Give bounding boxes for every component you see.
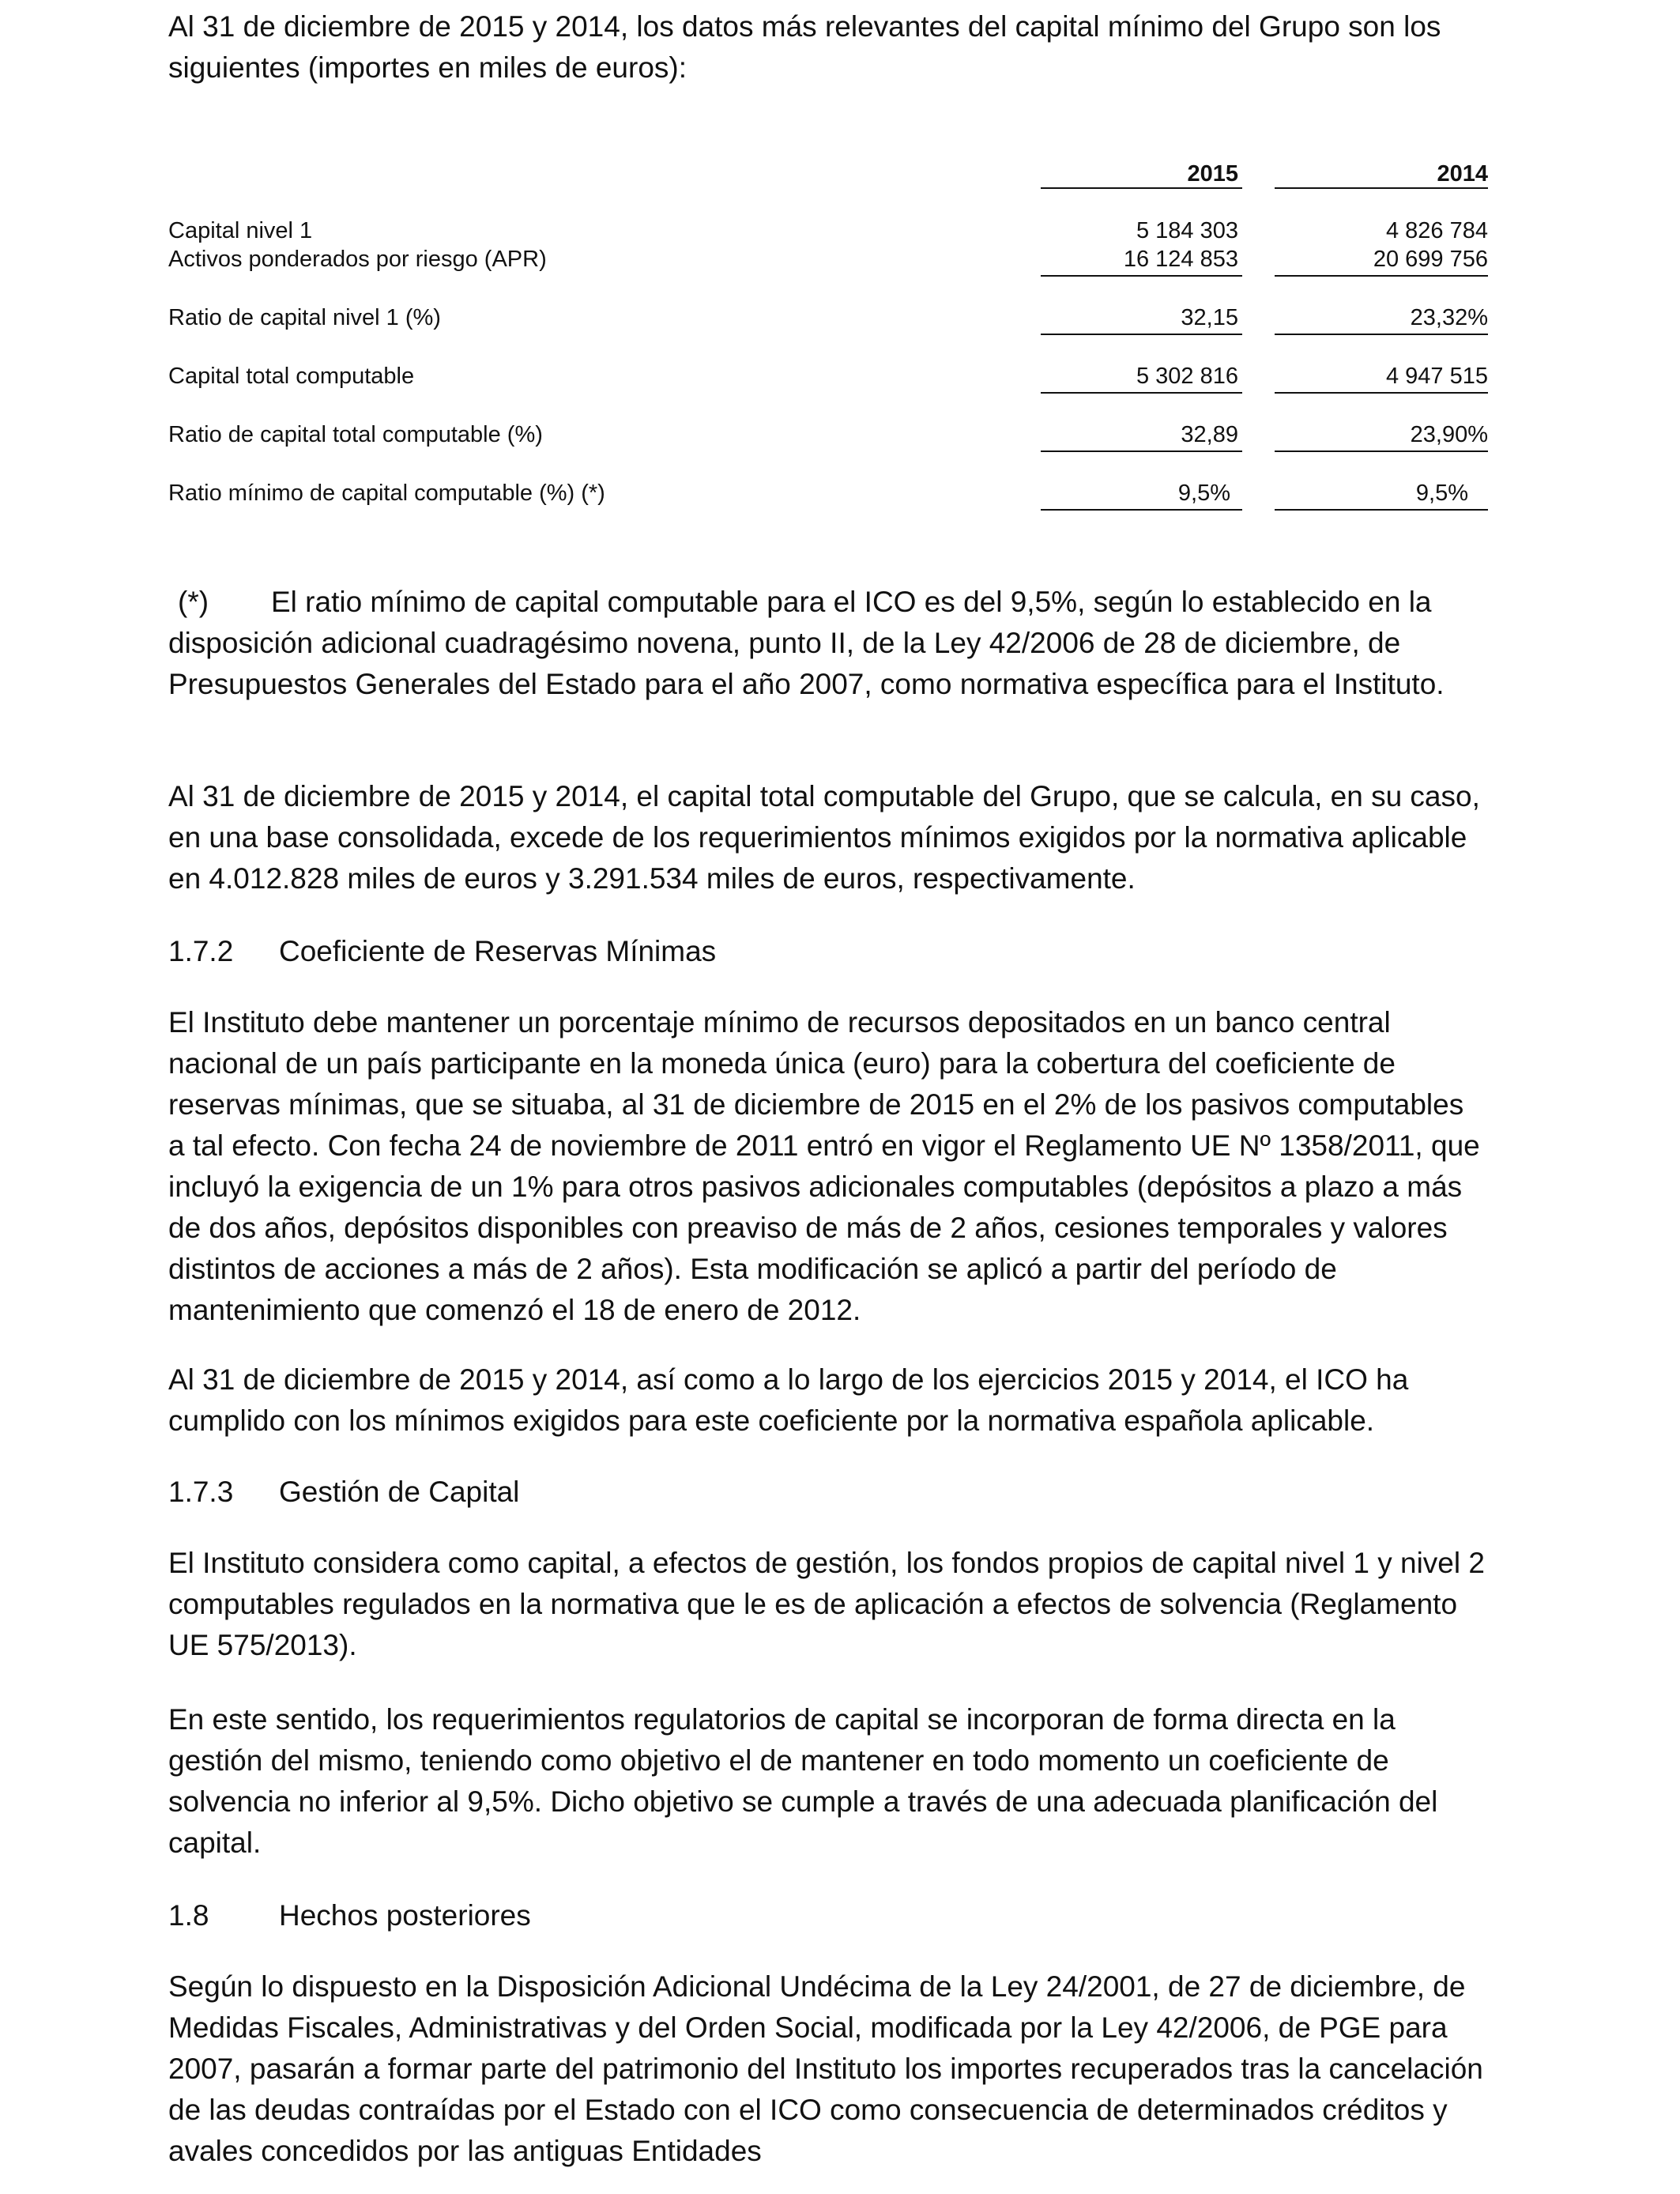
section-title: Coeficiente de Reservas Mínimas (279, 935, 717, 967)
row-underline-2015 (1041, 275, 1242, 277)
section-heading-1-7-2 (168, 931, 716, 972)
header-underline-2015 (1041, 187, 1242, 189)
table-row (168, 302, 1488, 334)
value-2015: 5 184 303 (1136, 218, 1238, 243)
value-2015: 32,15 (1181, 305, 1238, 330)
row-label: Ratio de capital total computable (%) (168, 422, 543, 447)
footnote-paragraph (168, 582, 1488, 705)
row-label: Capital nivel 1 (168, 218, 313, 243)
value-2014: 23,32% (1410, 305, 1488, 330)
table-header-row (168, 158, 1488, 190)
row-label: Ratio de capital nivel 1 (%) (168, 305, 441, 330)
table-row (168, 419, 1488, 450)
table-row (168, 477, 1488, 509)
row-underline-2015 (1041, 392, 1242, 394)
row-underline-2015 (1041, 450, 1242, 452)
value-2015: 32,89 (1181, 422, 1238, 447)
row-underline-2014 (1275, 450, 1488, 452)
column-header-2015: 2015 (1187, 161, 1238, 187)
column-header-2014: 2014 (1437, 161, 1488, 187)
row-underline-2015 (1041, 509, 1242, 511)
body-paragraph: El Instituto considera como capital, a efectos de gestión, los fondos propios de capital nivel 1 y nivel 2 computables regulados en la normativa que le es de aplicación a efectos de solvencia (Reglamento UE 575/2013). (168, 1547, 1485, 1661)
row-underline-2014 (1275, 275, 1488, 277)
section-heading-1-7-3 (168, 1472, 519, 1513)
value-2015: 16 124 853 (1123, 247, 1238, 272)
table-row (168, 360, 1488, 392)
section-title: Hechos posteriores (279, 1899, 531, 1932)
value-2015: 5 302 816 (1136, 364, 1238, 389)
table-row (168, 243, 1488, 275)
intro-paragraph: Al 31 de diciembre de 2015 y 2014, los datos más relevantes del capital mínimo del Grupo son los siguientes (importes en miles de euros): (168, 10, 1441, 84)
footnote-mark: (*) (178, 586, 209, 618)
value-2014: 23,90% (1410, 422, 1488, 447)
section-title: Gestión de Capital (279, 1476, 520, 1508)
row-underline-2015 (1041, 334, 1242, 335)
row-underline-2014 (1275, 334, 1488, 335)
value-2014: 4 826 784 (1385, 218, 1488, 243)
value-2015: 9,5% (1177, 481, 1230, 506)
table-row (168, 215, 1488, 247)
row-label: Capital total computable (168, 364, 415, 389)
row-underline-2014 (1275, 509, 1488, 511)
row-label: Activos ponderados por riesgo (APR) (168, 247, 547, 272)
footnote-text: El ratio mínimo de capital computable para el ICO es del 9,5%, según lo establecido en la disposición adicional cuadragésimo novena, punto II, de la Ley 42/2006 de 28 de diciembre, de Presupuestos Generales del Estado para el año 2007, como normativa específica para el Instituto. (168, 586, 1445, 700)
section-number: 1.7.3 (168, 1476, 234, 1508)
body-paragraph: En este sentido, los requerimientos regulatorios de capital se incorporan de forma directa en la gestión del mismo, teniendo como objetivo el de mantener en todo momento un coeficiente de solvencia no inferior al 9,5%. Dicho objetivo se cumple a través de una adecuada planificación del capital. (168, 1703, 1438, 1859)
row-underline-2014 (1275, 392, 1488, 394)
body-paragraph: Al 31 de diciembre de 2015 y 2014, así como a lo largo de los ejercicios 2015 y 2014, el ICO ha cumplido con los mínimos exigidos para este coeficiente por la normativa española aplicable. (168, 1363, 1409, 1437)
body-paragraph: El Instituto debe mantener un porcentaje mínimo de recursos depositados en un banco central nacional de un país participante en la moneda única (euro) para la cobertura del coeficiente de reservas mínimas, que se situaba, al 31 de diciembre de 2015 en el 2% de los pasivos computables a tal efecto. Con fecha 24 de noviembre de 2011 entró en vigor el Reglamento UE Nº 1358/2011, que incluyó la exigencia de un 1% para otros pasivos adicionales computables (depósitos a plazo a más de dos años, depósitos disponibles con preaviso de más de 2 años, cesiones temporales y valores distintos de acciones a más de 2 años). Esta modificación se aplicó a partir del período de mantenimiento que comenzó el 18 de enero de 2012. (168, 1006, 1480, 1326)
row-label: Ratio mínimo de capital computable (%) (*) (168, 481, 605, 506)
value-2014: 4 947 515 (1385, 364, 1488, 389)
body-paragraph: Al 31 de diciembre de 2015 y 2014, el capital total computable del Grupo, que se calcula, en su caso, en una base consolidada, excede de los requerimientos mínimos exigidos por la normativa aplicable en 4.012.828 miles de euros y 3.291.534 miles de euros, respectivamente. (168, 780, 1480, 895)
section-number: 1.7.2 (168, 935, 234, 967)
section-heading-1-8 (168, 1895, 531, 1936)
header-underline-2014 (1275, 187, 1488, 189)
value-2014: 20 699 756 (1373, 247, 1488, 272)
section-number: 1.8 (168, 1899, 209, 1932)
body-paragraph: Según lo dispuesto en la Disposición Adicional Undécima de la Ley 24/2001, de 27 de diciembre, de Medidas Fiscales, Administrativas y del Orden Social, modificada por la Ley 42/2006, de PGE para 2007, pasarán a formar parte del patrimonio del Instituto los importes recuperados tras la cancelación de las deudas contraídas por el Estado con el ICO como consecuencia de determinados créditos y avales concedidos por las antiguas Entidades (168, 1970, 1483, 2167)
value-2014: 9,5% (1415, 481, 1468, 506)
